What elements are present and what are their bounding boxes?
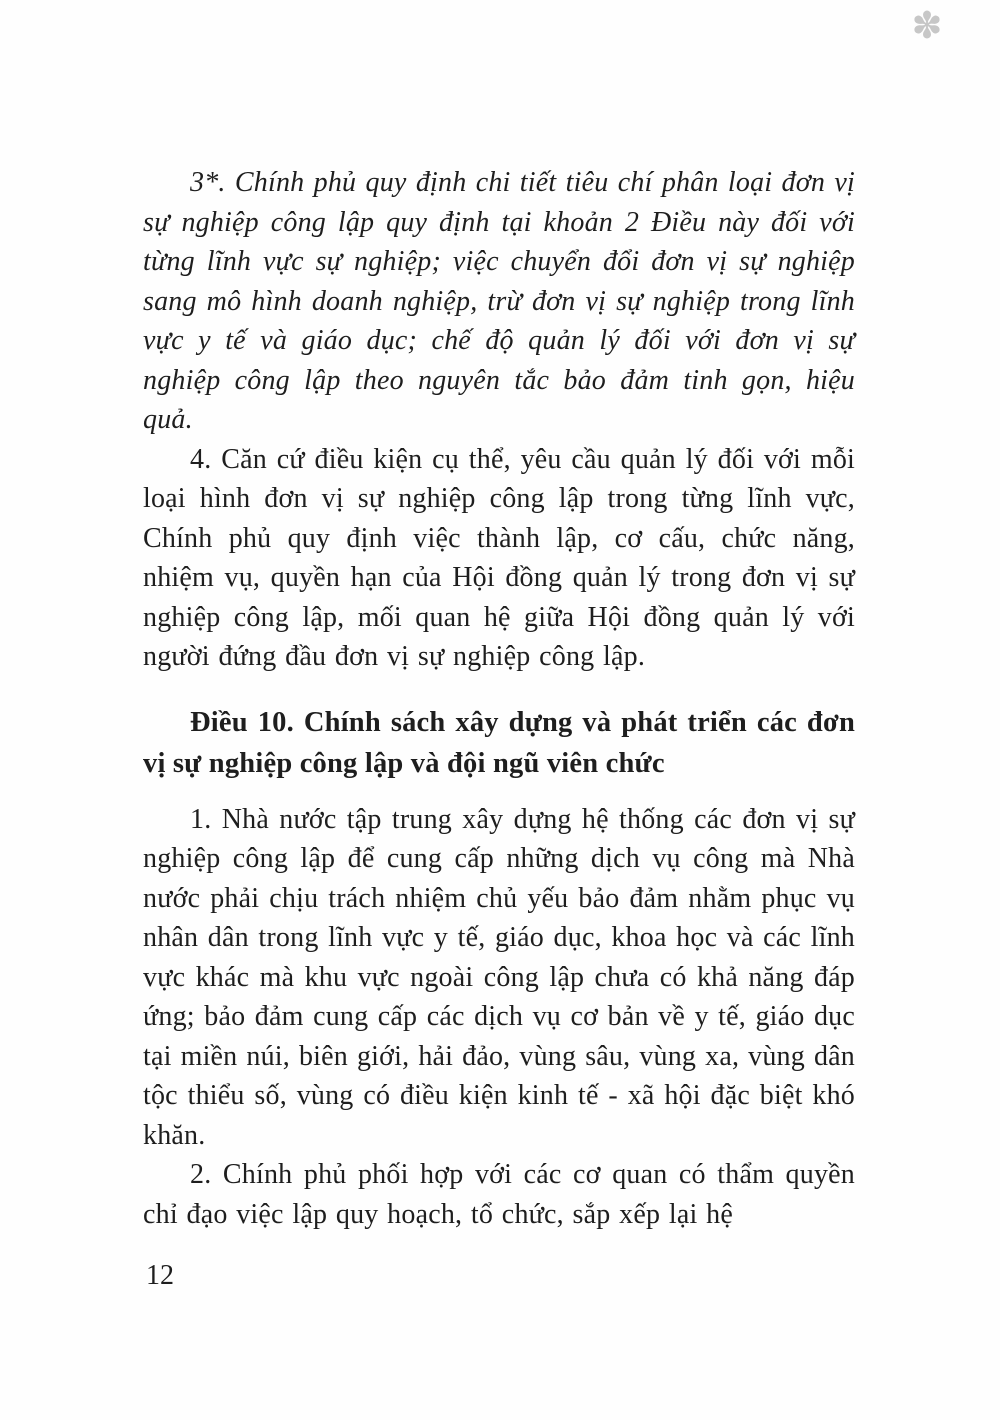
page-content [143,163,855,1234]
article-10-heading: Điều 10. Chính sách xây dựng và phát triển các đơn vị sự nghiệp công lập và đội ngũ viên chức [143,706,855,779]
paragraph-clause-3: 3*. Chính phủ quy định chi tiết tiêu chí phân loại đơn vị sự nghiệp công lập quy định tại khoản 2 Điều này đối với từng lĩnh vực sự nghiệp; việc chuyển đổi đơn vị sự nghiệp sang mô hình doanh nghiệp, trừ đơn vị sự nghiệp trong lĩnh vực y tế và giáo dục; chế độ quản lý đối với đơn vị sự nghiệp công lập theo nguyên tắc bảo đảm tinh gọn, hiệu quả. [143,167,855,435]
page-number: 12 [146,1260,174,1291]
paragraph-clause-4: 4. Căn cứ điều kiện cụ thể, yêu cầu quản lý đối với mỗi loại hình đơn vị sự nghiệp công lập trong từng lĩnh vực, Chính phủ quy định việc thành lập, cơ cấu, chức năng, nhiệm vụ, quyền hạn của Hội đồng quản lý trong đơn vị sự nghiệp công lập, mối quan hệ giữa Hội đồng quản lý với người đứng đầu đơn vị sự nghiệp công lập. [143,443,855,672]
paragraph-clause-1: 1. Nhà nước tập trung xây dựng hệ thống các đơn vị sự nghiệp công lập để cung cấp những dịch vụ công mà Nhà nước phải chịu trách nhiệm chủ yếu bảo đảm nhằm phục vụ nhân dân trong lĩnh vực y tế, giáo dục, khoa học và các lĩnh vực khác mà khu vực ngoài công lập chưa có khả năng đáp ứng; bảo đảm cung cấp các dịch vụ cơ bản về y tế, giáo dục tại miền núi, biên giới, hải đảo, vùng sâu, vùng xa, vùng dân tộc thiểu số, vùng có điều kiện kinh tế - xã hội đặc biệt khó khăn. [143,803,855,1151]
paragraph-clause-2: 2. Chính phủ phối hợp với các cơ quan có thẩm quyền chỉ đạo việc lập quy hoạch, tổ chức, sắp xếp lại hệ [143,1159,855,1230]
flower-ornament-icon: ✽ [911,4,943,47]
